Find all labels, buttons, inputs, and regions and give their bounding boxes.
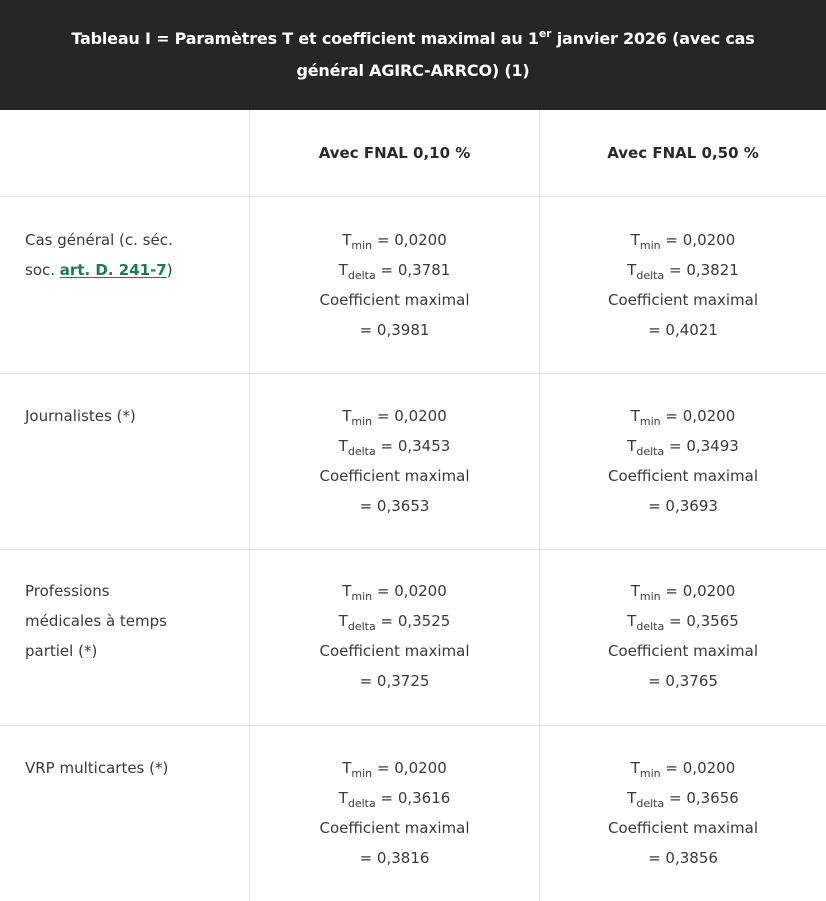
- tdelta-value: = 0,3565: [664, 612, 739, 630]
- parameters-table: [0, 110, 826, 901]
- delta-subscript: delta: [636, 269, 665, 282]
- min-subscript: min: [351, 767, 373, 780]
- tmin-value: = 0,0200: [372, 231, 447, 249]
- tdelta-value: = 0,3821: [664, 261, 739, 279]
- delta-subscript: delta: [347, 620, 376, 633]
- tdelta-value: = 0,3525: [375, 612, 451, 630]
- cell-professions-medicales-fnal-050: [540, 576, 826, 696]
- tdelta-value: = 0,3616: [375, 789, 451, 807]
- row-label-line: ): [166, 261, 173, 279]
- row-label-journalistes: Journalistes (*): [25, 407, 136, 425]
- min-subscript: min: [351, 239, 373, 252]
- tmin-value: = 0,0200: [660, 231, 736, 249]
- row-label-line: soc.: [25, 261, 60, 279]
- coef-value: = 0,3816: [359, 849, 430, 867]
- cell-professions-medicales-fnal-010: [250, 576, 539, 696]
- delta-subscript: delta: [636, 620, 665, 633]
- coef-value: = 0,4021: [648, 321, 718, 339]
- column-header-empty: [0, 110, 249, 196]
- t-symbol: T: [627, 261, 637, 279]
- tdelta-value: = 0,3493: [664, 437, 739, 455]
- cell-cas-general-fnal-010: [250, 225, 539, 345]
- coef-label: Coefficient maximal: [319, 819, 470, 837]
- t-symbol: T: [627, 612, 637, 630]
- t-symbol: T: [630, 231, 640, 249]
- min-subscript: min: [351, 415, 373, 428]
- coef-value: = 0,3725: [359, 672, 430, 690]
- cell-journalistes-fnal-050: [540, 401, 826, 521]
- delta-subscript: delta: [347, 445, 376, 458]
- t-symbol: T: [342, 582, 352, 600]
- row-divider: [0, 549, 826, 550]
- min-subscript: min: [639, 239, 661, 252]
- tdelta-value: = 0,3453: [375, 437, 451, 455]
- title-suffix: janvier 2026 (avec cas: [551, 29, 755, 48]
- delta-subscript: delta: [347, 797, 376, 810]
- tmin-value: = 0,0200: [660, 407, 736, 425]
- row-divider: [0, 725, 826, 726]
- cell-journalistes-fnal-010: [250, 401, 539, 521]
- title-prefix: Tableau I = Paramètres T et coefficient maximal au 1: [71, 29, 539, 48]
- coef-value: = 0,3693: [648, 497, 718, 515]
- row-label-cas-general: [25, 225, 225, 285]
- min-subscript: min: [351, 590, 373, 603]
- row-label-vrp-multicartes: VRP multicartes (*): [25, 759, 169, 777]
- cell-cas-general-fnal-050: [540, 225, 826, 345]
- coef-label: Coefficient maximal: [319, 291, 470, 309]
- cell-vrp-multicartes-fnal-050: [540, 753, 826, 873]
- coef-value: = 0,3765: [648, 672, 718, 690]
- tdelta-value: = 0,3781: [375, 261, 451, 279]
- tmin-value: = 0,0200: [660, 759, 736, 777]
- table-title: [71, 23, 754, 87]
- title-superscript: er: [538, 26, 552, 40]
- tmin-value: = 0,0200: [372, 407, 447, 425]
- t-symbol: T: [630, 759, 640, 777]
- t-symbol: T: [338, 261, 348, 279]
- column-header-fnal-010: Avec FNAL 0,10 %: [318, 144, 471, 162]
- row-label-line: médicales à temps: [25, 612, 167, 630]
- row-label-line: Cas général (c. séc.: [25, 231, 173, 249]
- title-line2: général AGIRC-ARRCO) (1): [296, 61, 530, 80]
- t-symbol: T: [338, 437, 348, 455]
- min-subscript: min: [639, 767, 661, 780]
- coef-label: Coefficient maximal: [608, 642, 758, 660]
- min-subscript: min: [639, 415, 661, 428]
- min-subscript: min: [639, 590, 661, 603]
- row-label-line: partiel (*): [25, 642, 98, 660]
- t-symbol: T: [342, 231, 352, 249]
- coef-label: Coefficient maximal: [608, 291, 758, 309]
- t-symbol: T: [342, 407, 352, 425]
- row-label-line: Professions: [25, 582, 110, 600]
- coef-label: Coefficient maximal: [608, 819, 758, 837]
- row-label-professions-medicales: [25, 576, 225, 666]
- row-divider: [0, 373, 826, 374]
- table-title-bar: [0, 0, 826, 110]
- article-link[interactable]: art. D. 241-7: [59, 261, 167, 279]
- coef-label: Coefficient maximal: [319, 467, 470, 485]
- tmin-value: = 0,0200: [372, 582, 447, 600]
- tmin-value: = 0,0200: [372, 759, 447, 777]
- coef-value: = 0,3981: [359, 321, 430, 339]
- tdelta-value: = 0,3656: [664, 789, 739, 807]
- t-symbol: T: [630, 407, 640, 425]
- coef-value: = 0,3856: [648, 849, 718, 867]
- cell-vrp-multicartes-fnal-010: [250, 753, 539, 873]
- t-symbol: T: [627, 789, 637, 807]
- tmin-value: = 0,0200: [660, 582, 736, 600]
- coef-label: Coefficient maximal: [608, 467, 758, 485]
- coef-value: = 0,3653: [359, 497, 430, 515]
- t-symbol: T: [342, 759, 352, 777]
- t-symbol: T: [338, 612, 348, 630]
- t-symbol: T: [627, 437, 637, 455]
- delta-subscript: delta: [636, 445, 665, 458]
- column-header-fnal-050: Avec FNAL 0,50 %: [607, 144, 759, 162]
- delta-subscript: delta: [347, 269, 376, 282]
- t-symbol: T: [630, 582, 640, 600]
- delta-subscript: delta: [636, 797, 665, 810]
- row-divider: [0, 196, 826, 197]
- t-symbol: T: [338, 789, 348, 807]
- coef-label: Coefficient maximal: [319, 642, 470, 660]
